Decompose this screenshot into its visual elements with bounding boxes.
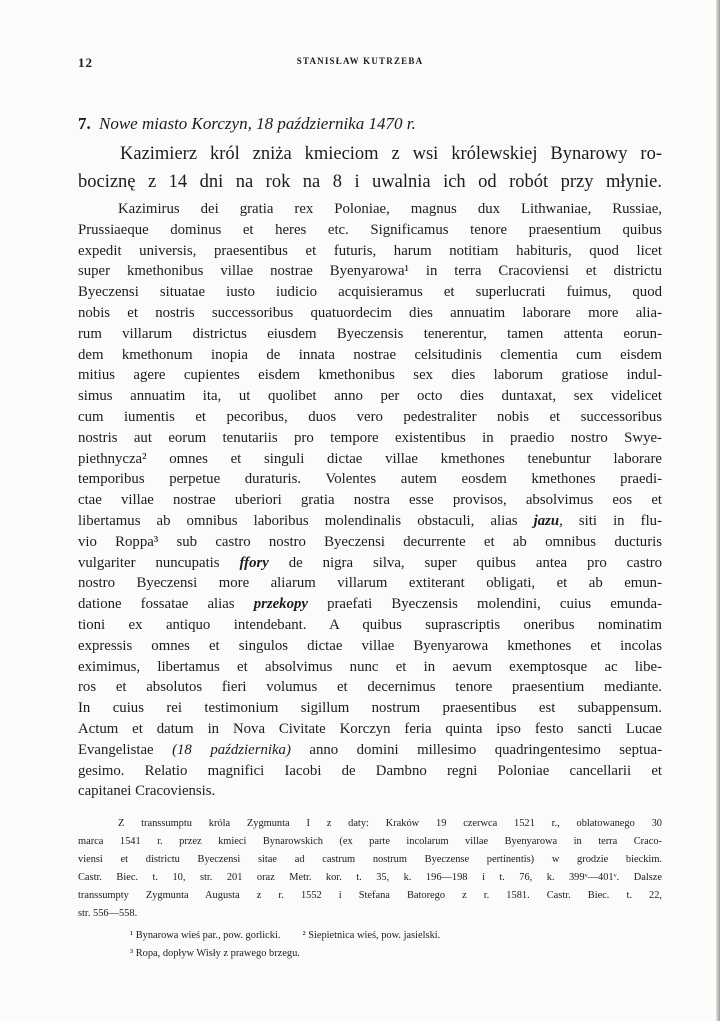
body-text: Evangelistae — [78, 741, 154, 758]
page-number: 12 — [78, 55, 93, 70]
document-summary — [78, 140, 662, 196]
summary-line: Kazimierz król zniża kmieciom z wsi królewskiej Bynarowy ro- — [120, 144, 662, 164]
footnote-2: ² Siepietnica wieś, pow. jasielski. — [302, 930, 441, 941]
body-line — [78, 594, 662, 615]
body-line: ros et absolutos fieri volumus et decernimus tenore praesentium mediante. — [78, 679, 662, 696]
body-line: gesimo. Relatio magnifici Iacobi de Dambno regni Poloniae cancellarii et — [78, 762, 662, 779]
page-edge — [716, 0, 720, 1021]
body-line: expressis omnes et singulos dictae villae Byenyarowa kmethones et incolas — [78, 637, 662, 654]
document-number: 7. — [78, 114, 91, 133]
body-line: ctae villae nostrae uberiori gratia nostra esse provisos, absolvimus eos et — [78, 492, 662, 509]
source-note — [78, 815, 662, 923]
body-line: Kazimirus dei gratia rex Poloniae, magnus dux Lithwaniae, Russiae, — [118, 201, 662, 217]
body-line: mitius agere cupientes eisdem kmethonibus sex dies laborum gratiose indul- — [78, 367, 662, 384]
source-note-line: str. 556—558. — [78, 908, 138, 919]
italic-term: przekopy — [253, 596, 308, 613]
body-line: piethnycza² omnes et singuli dictae villae kmethones tenebuntur laborare — [78, 450, 662, 467]
body-text: libertamus ab omnibus laboribus molendinalis obstaculi, alias — [78, 512, 518, 529]
body-line: cum iumentis et pecoribus, duos vero pedestraliter nobis et successoribus — [78, 408, 662, 425]
body-text: praefati Byeczensis molendini, cuius emunda- — [327, 596, 663, 613]
body-text: vulgariter nuncupatis — [78, 554, 220, 571]
body-line: nostris aut eorum tenutariis pro tempore existentibus in praedio nostro Swye- — [78, 429, 662, 446]
italic-term: jazu — [533, 512, 560, 529]
document-heading — [78, 114, 416, 134]
footnote-3: ³ Ropa, dopływ Wisły z prawego brzegu. — [130, 948, 300, 959]
body-line: tioni ex antiquo intendebant. A quibus suprascriptis oneribus nominatim — [78, 616, 662, 633]
body-text: datione fossatae alias — [78, 596, 235, 613]
footnote-row — [130, 945, 630, 963]
body-line: eximimus, libertamus et absolvimus nunc et in aevum exemptosque ac libe- — [78, 658, 662, 675]
source-note-line: marca 1541 r. przez kmieci Bynarowskich (ex parte incolarum villae Byenyarowa in terra Craco- — [78, 836, 662, 847]
footnote-1: ¹ Bynarowa wieś par., pow. gorlicki. — [130, 930, 281, 941]
body-line: vio Roppa³ sub castro nostro Byeczensi decurrente et ab omnibus ducturis — [78, 533, 662, 550]
italic-date: (18 października) — [172, 741, 291, 758]
footnote-row — [130, 927, 630, 945]
body-line — [78, 511, 662, 532]
body-line: In cuius rei testimonium sigillum nostrum praesentibus est subappensum. — [78, 700, 662, 717]
body-text: anno domini millesimo quadringentesimo septua- — [309, 741, 662, 758]
body-line: temporibus perpetue duraturis. Volentes autem eosdem kmethones praedi- — [78, 471, 662, 488]
source-note-line: Castr. Biec. t. 10, str. 201 oraz Metr. kor. t. 35, k. 196—198 i t. 76, k. 399ᵛ—401ᵛ. Dalsze — [78, 872, 662, 883]
body-line: rum villarum districtus eiusdem Byeczensis tenerentur, tamen attenta eorun- — [78, 325, 662, 342]
body-line: Byeczensi situatae iusto iudicio acquisieramus et superlucrati fuimus, quod — [78, 284, 662, 301]
body-line: super kmethonibus villae nostrae Byenyarowa¹ in terra Cracoviensi et districtu — [78, 263, 662, 280]
body-line: Prussiaeque dominus et heres etc. Significamus tenore praesentium quibus — [78, 221, 662, 238]
body-line: Actum et datum in Nova Civitate Korczyn feria quinta ipso festo sancti Lucae — [78, 720, 662, 737]
summary-line: bociznę z 14 dni na rok na 8 i uwalnia ich od robót przy młynie. — [78, 172, 662, 192]
body-line: expedit universis, praesentibus et futuris, harum notitiam habituris, quod licet — [78, 242, 662, 259]
body-line: nobis et nostris successoribus quatuordecim dies annuatim laborare more alia- — [78, 304, 662, 321]
body-line: simus annuatim ita, ut quolibet anno per octo dies duntaxat, sex videlicet — [78, 388, 662, 405]
source-note-line: Z transsumptu króla Zygmunta I z daty: Kraków 19 czerwca 1521 r., oblatowanego 30 — [118, 818, 662, 829]
body-line — [78, 740, 662, 761]
body-line: dem kmethonum inopia de innata nostrae celsitudinis clementia cum eisdem — [78, 346, 662, 363]
running-head: STANISŁAW KUTRZEBA — [296, 56, 424, 66]
source-note-line: transsumpty Zygmunta Augusta z r. 1552 i Stefana Batorego z r. 1581. Castr. Biec. t. 22, — [78, 890, 662, 901]
italic-term: ffory — [239, 554, 269, 571]
source-note-line: viensi et districtu Byeczensi sitae ad castrum nostrum Byeczense pertinentis) w grodzie bieckim. — [78, 854, 662, 865]
body-text: , siti in flu- — [559, 512, 663, 529]
body-line: capitanei Cracoviensis. — [78, 783, 216, 800]
document-title: Nowe miasto Korczyn, 18 października 1470 r. — [99, 114, 416, 133]
body-text: de nigra silva, super quibus antea pro castro — [288, 554, 663, 571]
document-body — [78, 199, 662, 802]
body-line: nostro Byeczensi more aliarum villarum extiterant obligati, et ab emun- — [78, 575, 662, 592]
body-line — [78, 553, 662, 574]
